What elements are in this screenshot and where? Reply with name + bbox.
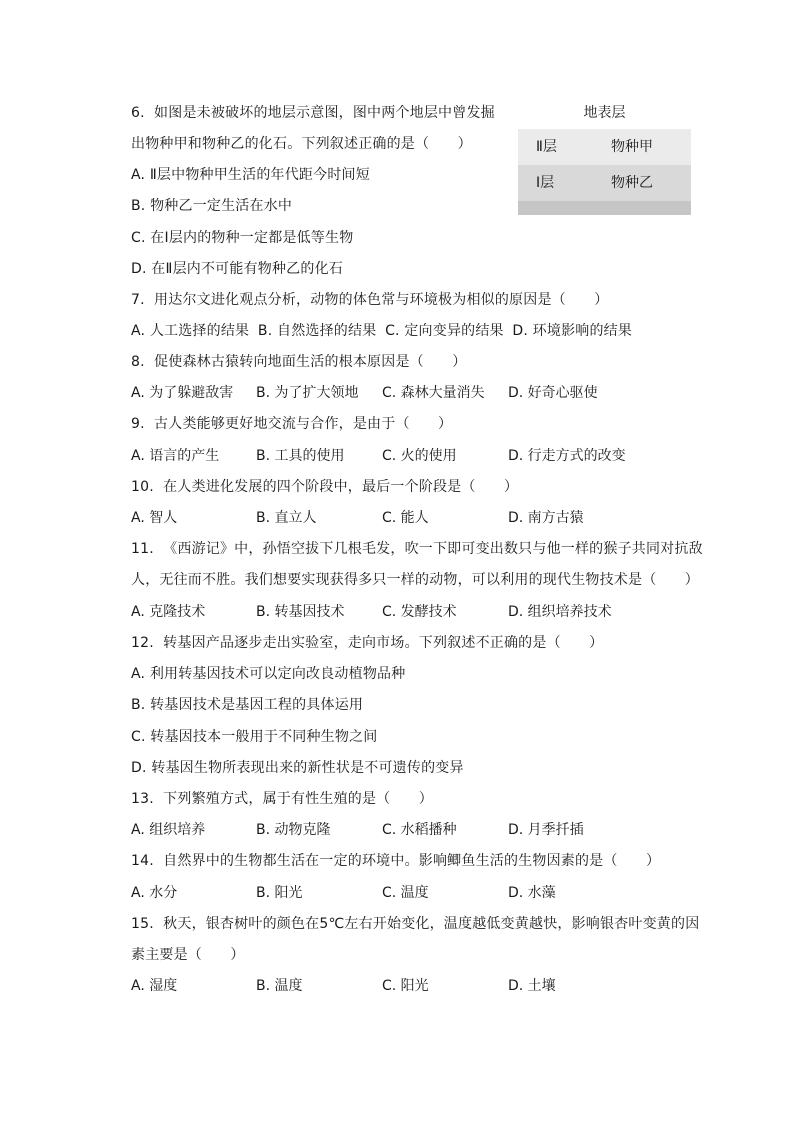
q15-option-b: B. 温度 bbox=[256, 978, 303, 994]
layer-ii-label: Ⅱ层 bbox=[536, 139, 557, 155]
q14-option-a: A. 水分 bbox=[131, 885, 178, 901]
q12-option-d: D. 转基因生物所表现出来的新性状是不可遗传的变异 bbox=[131, 760, 464, 776]
q8-option-a: A. 为了躲避敌害 bbox=[131, 385, 234, 401]
q12-option-b: B. 转基因技术是基因工程的具体运用 bbox=[131, 697, 364, 713]
surface-layer-label: 地表层 bbox=[583, 105, 626, 121]
q6-option-b: B. 物种乙一定生活在水中 bbox=[131, 198, 293, 214]
q8-option-d: D. 好奇心驱使 bbox=[508, 385, 598, 401]
q6-option-a: A. Ⅱ层中物种甲生活的年代距今时间短 bbox=[131, 167, 370, 183]
q10-option-a: A. 智人 bbox=[131, 510, 178, 526]
q9-option-b: B. 工具的使用 bbox=[256, 448, 345, 464]
layer-ii bbox=[518, 129, 691, 165]
q6-stem-line-2: 出物种甲和物种乙的化石。下列叙述正确的是（ ） bbox=[131, 136, 472, 152]
q7-option-a: A. 人工选择的结果 bbox=[131, 323, 250, 339]
q15-option-d: D. 土壤 bbox=[508, 978, 556, 994]
q7-options bbox=[131, 321, 632, 341]
q12-option-c: C. 转基因技本一般用于不同种生物之间 bbox=[131, 729, 378, 745]
q11-option-b: B. 转基因技术 bbox=[256, 604, 345, 620]
strata-diagram bbox=[518, 102, 691, 214]
q13-stem: 13. 下列繁殖方式，属于有性生殖的是（ ） bbox=[131, 791, 433, 807]
layer-i bbox=[518, 165, 691, 201]
q8-option-c: C. 森林大量消失 bbox=[382, 385, 485, 401]
q15-stem-line-2: 素主要是（ ） bbox=[131, 947, 245, 963]
q7-option-d: D. 环境影响的结果 bbox=[512, 323, 633, 339]
q14-stem: 14. 自然界中的生物都生活在一定的环境中。影响鲫鱼生活的生物因素的是（ ） bbox=[131, 853, 661, 869]
q7-stem: 7. 用达尔文进化观点分析，动物的体色常与环境极为相似的原因是（ ） bbox=[131, 292, 609, 308]
q6-option-c: C. 在Ⅰ层内的物种一定都是低等生物 bbox=[131, 230, 354, 246]
layer-i-label: Ⅰ层 bbox=[536, 175, 555, 191]
q14-option-b: B. 阳光 bbox=[256, 885, 303, 901]
q14-option-c: C. 温度 bbox=[382, 885, 429, 901]
q6-option-d: D. 在Ⅱ层内不可能有物种乙的化石 bbox=[131, 261, 343, 277]
q12-option-a: A. 利用转基因技术可以定向改良动植物品种 bbox=[131, 666, 406, 682]
q9-option-c: C. 火的使用 bbox=[382, 448, 457, 464]
q8-stem: 8. 促使森林古猿转向地面生活的根本原因是（ ） bbox=[131, 354, 467, 370]
q10-option-d: D. 南方古猿 bbox=[508, 510, 584, 526]
q12-stem: 12. 转基因产品逐步走出实验室，走向市场。下列叙述不正确的是（ ） bbox=[131, 635, 604, 651]
q9-option-d: D. 行走方式的改变 bbox=[508, 448, 626, 464]
q10-option-b: B. 直立人 bbox=[256, 510, 317, 526]
q15-option-a: A. 湿度 bbox=[131, 978, 178, 994]
q7-option-c: C. 定向变异的结果 bbox=[385, 323, 504, 339]
q6-stem-line-1: 6. 如图是未被破坏的地层示意图，图中两个地层中曾发掘 bbox=[131, 105, 495, 121]
q13-option-c: C. 水稻播种 bbox=[382, 822, 457, 838]
q8-option-b: B. 为了扩大领地 bbox=[256, 385, 359, 401]
q11-option-d: D. 组织培养技术 bbox=[508, 604, 612, 620]
q7-option-b: B. 自然选择的结果 bbox=[257, 323, 377, 339]
q11-option-a: A. 克隆技术 bbox=[131, 604, 206, 620]
q15-stem-line-1: 15. 秋天，银杏树叶的颜色在5℃左右开始变化，温度越低变黄越快，影响银杏叶变黄的因 bbox=[131, 916, 700, 932]
q9-option-a: A. 语言的产生 bbox=[131, 448, 220, 464]
q9-stem: 9. 古人类能够更好地交流与合作，是由于（ ） bbox=[131, 416, 453, 432]
bottom-layer bbox=[518, 201, 691, 215]
q15-option-c: C. 阳光 bbox=[382, 978, 429, 994]
q11-option-c: C. 发酵技术 bbox=[382, 604, 457, 620]
q10-option-c: C. 能人 bbox=[382, 510, 429, 526]
q14-option-d: D. 水藻 bbox=[508, 885, 556, 901]
q13-option-d: D. 月季扦插 bbox=[508, 822, 584, 838]
layer-i-species: 物种乙 bbox=[611, 175, 653, 191]
layer-ii-species: 物种甲 bbox=[611, 139, 653, 155]
q11-stem-line-2: 人，无往而不胜。我们想要实现获得多只一样的动物，可以利用的现代生物技术是（ ） bbox=[131, 572, 699, 588]
q13-option-a: A. 组织培养 bbox=[131, 822, 206, 838]
q10-stem: 10. 在人类进化发展的四个阶段中，最后一个阶段是（ ） bbox=[131, 479, 519, 495]
q11-stem-line-1: 11. 《西游记》中，孙悟空拔下几根毛发，吹一下即可变出数只与他一样的猴子共同对抗敌 bbox=[131, 541, 703, 557]
q13-option-b: B. 动物克隆 bbox=[256, 822, 331, 838]
